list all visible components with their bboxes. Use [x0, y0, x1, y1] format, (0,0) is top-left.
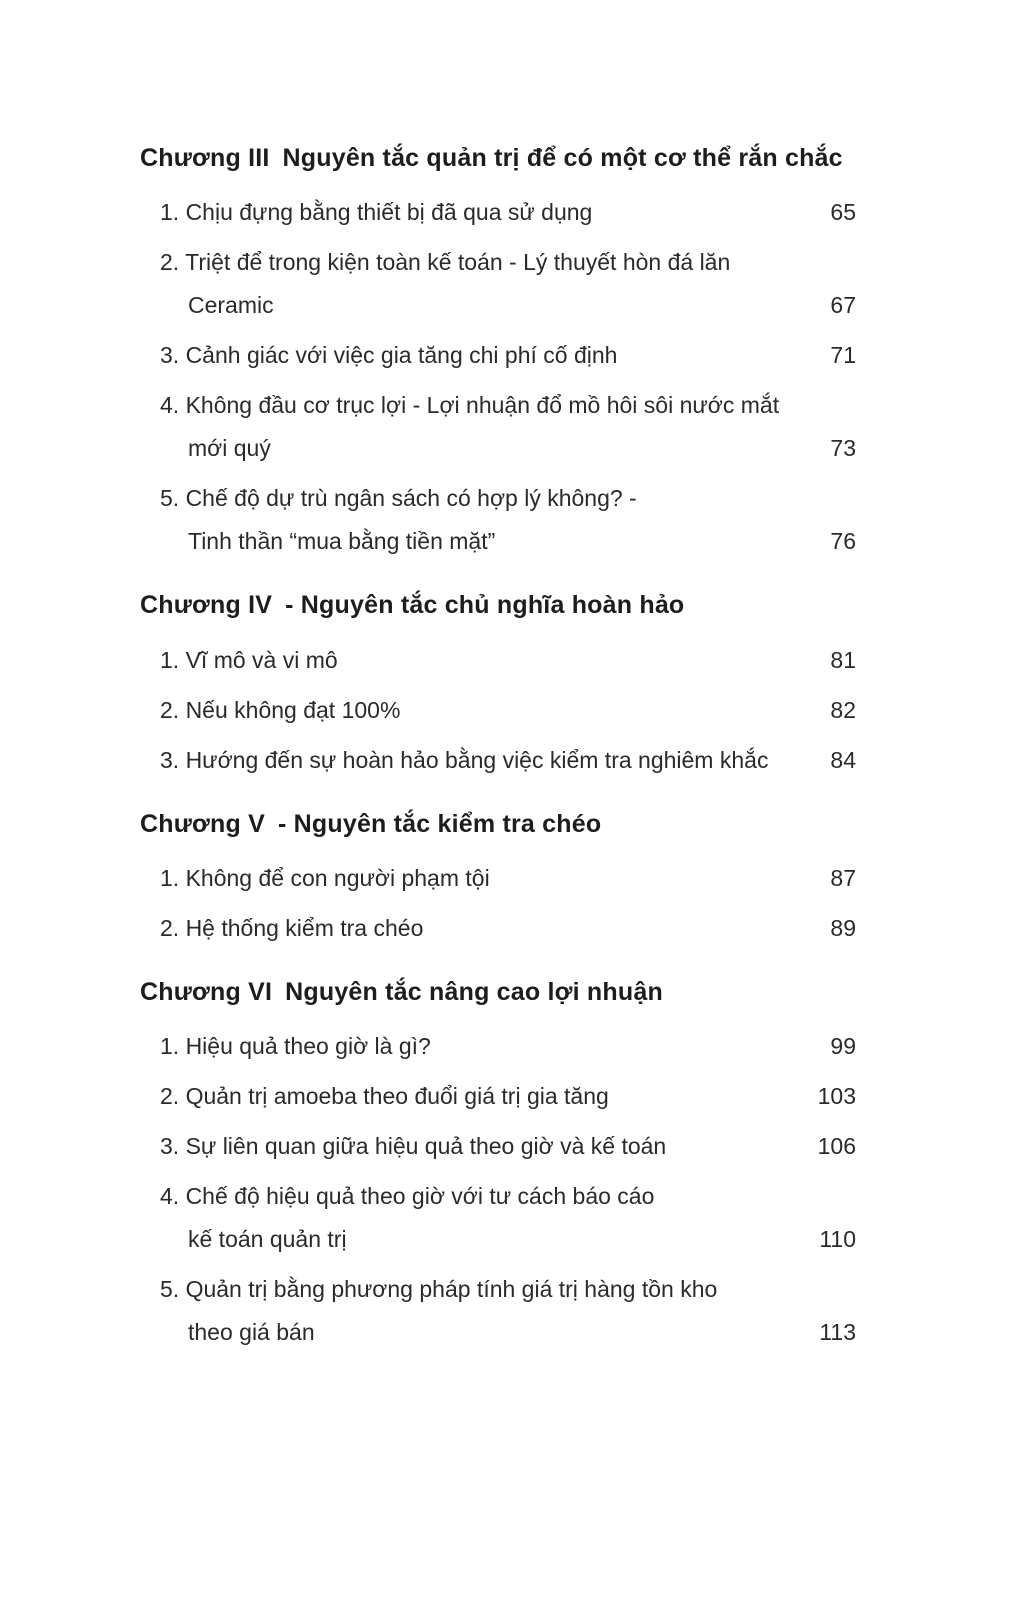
toc-item-line	[160, 639, 856, 682]
page-number: 73	[830, 435, 856, 462]
chapter-heading	[140, 143, 856, 174]
toc	[140, 143, 856, 1354]
chapter-heading	[140, 590, 856, 621]
page-number: 65	[830, 199, 856, 226]
toc-item-line	[160, 520, 856, 563]
toc-item-line	[160, 477, 856, 520]
toc-item-text: 1. Vĩ mô và vi mô	[160, 646, 338, 673]
page-number: 89	[830, 914, 856, 941]
toc-item-text: 3. Sự liên quan giữa hiệu quả theo giờ và kế toán	[160, 1133, 667, 1159]
toc-item	[160, 739, 856, 782]
toc-item-line	[160, 1075, 856, 1118]
chapter-2	[140, 590, 856, 781]
toc-item-line	[160, 1125, 856, 1168]
page-number: 82	[830, 696, 856, 723]
toc-item-text: 5. Quản trị bằng phương pháp tính giá trị hàng tồn kho	[160, 1276, 718, 1302]
toc-item	[160, 639, 856, 682]
toc-item	[160, 477, 856, 563]
toc-item-text: 1. Chịu đựng bằng thiết bị đã qua sử dụng	[160, 199, 593, 226]
toc-item-text: 2. Nếu không đạt 100%	[160, 696, 401, 723]
toc-item-line	[160, 191, 856, 234]
toc-item-line	[160, 857, 856, 900]
toc-item	[160, 191, 856, 234]
toc-item-text: 2. Triệt để trong kiện toàn kế toán - Lý thuyết hòn đá lăn	[160, 249, 731, 276]
toc-item-text: 5. Chế độ dự trù ngân sách có hợp lý không? -	[160, 485, 637, 512]
toc-item-text: 3. Hướng đến sự hoàn hảo bằng việc kiểm tra nghiêm khắc	[160, 746, 769, 773]
toc-item	[160, 1025, 856, 1068]
toc-item-line	[160, 284, 856, 327]
toc-item	[160, 1175, 856, 1261]
toc-item-text: theo giá bán	[188, 1319, 315, 1345]
toc-item-text: 1. Hiệu quả theo giờ là gì?	[160, 1033, 431, 1059]
toc-item-line	[160, 1025, 856, 1068]
toc-item-line	[160, 334, 856, 377]
toc-item-line	[160, 1311, 856, 1354]
chapter-heading	[140, 977, 856, 1008]
toc-item	[160, 857, 856, 900]
chapter-title: - Nguyên tắc kiểm tra chéo	[277, 809, 602, 838]
toc-item-line	[160, 1268, 856, 1311]
toc-item-text: 3. Cảnh giác với việc gia tăng chi phí cố định	[160, 342, 618, 369]
toc-item-text: kế toán quản trị	[188, 1226, 347, 1252]
toc-item	[160, 241, 856, 327]
chapter-label: Chương III	[140, 144, 270, 172]
page-number: 87	[830, 864, 856, 891]
toc-item-text: 1. Không để con người phạm tội	[160, 864, 490, 891]
page-number: 99	[830, 1033, 856, 1059]
toc-item-text: 4. Không đầu cơ trục lợi - Lợi nhuận đổ mồ hôi sôi nước mắt	[160, 392, 780, 419]
page-number: 103	[817, 1083, 856, 1109]
toc-item	[160, 907, 856, 950]
toc-item-line	[160, 1218, 856, 1261]
toc-item-line	[160, 241, 856, 284]
toc-item-line	[160, 907, 856, 950]
page-number: 110	[819, 1226, 856, 1252]
toc-item-text: Tinh thần “mua bằng tiền mặt”	[188, 528, 496, 555]
toc-item-line	[160, 427, 856, 470]
chapter-label: Chương VI	[140, 977, 273, 1006]
toc-item-line	[160, 1175, 856, 1218]
chapter-3	[140, 809, 856, 950]
page-number: 84	[830, 746, 856, 773]
chapter-title: - Nguyên tắc chủ nghĩa hoàn hảo	[285, 591, 685, 620]
chapter-title: Nguyên tắc nâng cao lợi nhuận	[285, 977, 663, 1006]
page-number: 113	[819, 1319, 856, 1345]
toc-item-line	[160, 384, 856, 427]
chapter-label: Chương IV	[140, 591, 273, 620]
toc-item-line	[160, 739, 856, 782]
toc-item	[160, 334, 856, 377]
chapter-1	[140, 143, 856, 563]
page-number: 67	[830, 292, 856, 319]
toc-item	[160, 1075, 856, 1118]
chapter-4	[140, 977, 856, 1354]
chapter-title: Nguyên tắc quản trị để có một cơ thể rắn chắc	[282, 144, 843, 172]
toc-item	[160, 689, 856, 732]
toc-item-line	[160, 689, 856, 732]
page-number: 81	[830, 646, 856, 673]
chapter-heading	[140, 809, 856, 840]
page-number: 71	[830, 342, 856, 369]
toc-item	[160, 1268, 856, 1354]
toc-item	[160, 384, 856, 470]
chapter-label: Chương V	[140, 809, 265, 838]
page-number: 76	[830, 528, 856, 555]
toc-item-text: 2. Hệ thống kiểm tra chéo	[160, 914, 424, 941]
toc-item-text: 2. Quản trị amoeba theo đuổi giá trị gia tăng	[160, 1083, 609, 1109]
page-number: 106	[817, 1133, 856, 1159]
toc-item-text: 4. Chế độ hiệu quả theo giờ với tư cách báo cáo	[160, 1183, 655, 1209]
toc-item-text: Ceramic	[188, 292, 274, 319]
toc-item-text: mới quý	[188, 435, 271, 462]
toc-item	[160, 1125, 856, 1168]
